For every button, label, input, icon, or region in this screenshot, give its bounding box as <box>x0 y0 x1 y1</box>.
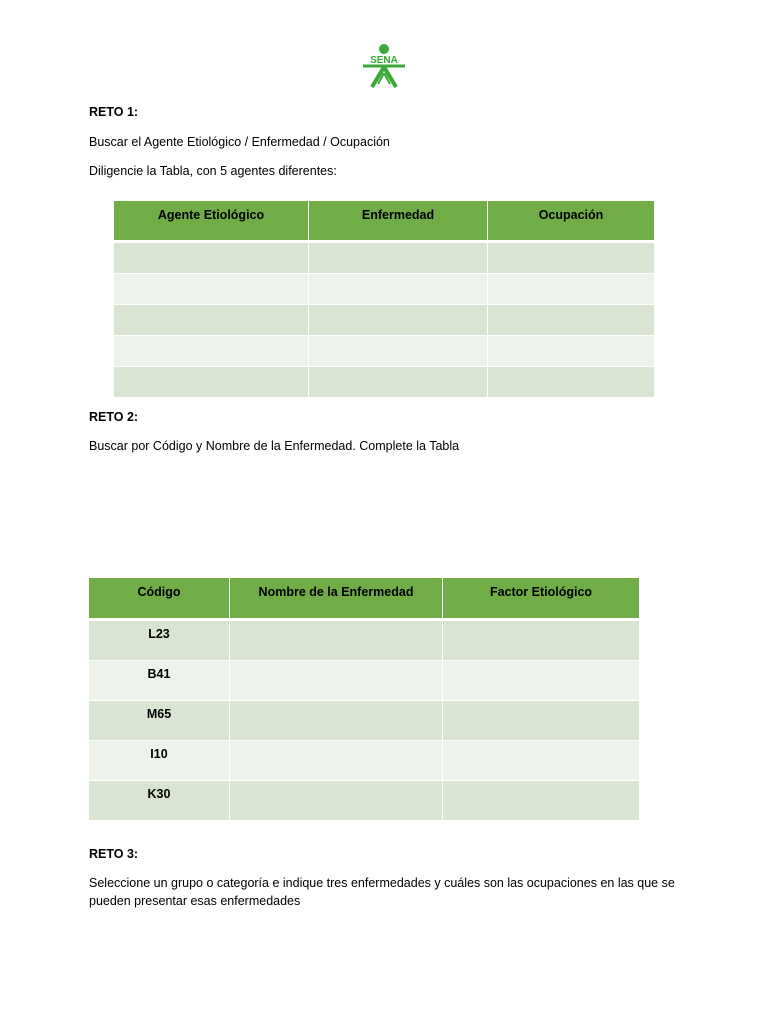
column-header-enfermedad: Enfermedad <box>309 201 488 243</box>
table-cell[interactable] <box>114 367 309 398</box>
code-cell: I10 <box>89 741 230 781</box>
code-cell: B41 <box>89 661 230 701</box>
table-cell[interactable] <box>443 661 639 701</box>
reto2-table-header-row <box>89 578 639 621</box>
reto2-instruction: Buscar por Código y Nombre de la Enfermedad. Complete la Tabla <box>89 439 460 453</box>
reto3-instruction-line2: pueden presentar esas enfermedades <box>89 894 301 908</box>
table-row <box>89 741 639 781</box>
table-row <box>114 305 654 336</box>
table-cell[interactable] <box>230 661 443 701</box>
table-cell[interactable] <box>309 274 488 305</box>
reto3-title: RETO 3: <box>89 847 139 861</box>
column-header-agente: Agente Etiológico <box>114 201 309 243</box>
reto1-instruction: Buscar el Agente Etiológico / Enfermedad / Ocupación <box>89 135 390 149</box>
table-cell[interactable] <box>230 701 443 741</box>
table-cell[interactable] <box>309 305 488 336</box>
table-cell[interactable] <box>488 336 654 367</box>
code-cell: M65 <box>89 701 230 741</box>
table-row <box>114 367 654 398</box>
table-row <box>89 781 639 821</box>
table-row <box>89 701 639 741</box>
table-row <box>89 661 639 701</box>
table-row <box>114 336 654 367</box>
reto1-title: RETO 1: <box>89 105 139 119</box>
sena-logo-text: SENA <box>370 55 398 66</box>
code-cell: L23 <box>89 621 230 661</box>
table-row <box>114 274 654 305</box>
reto2-title: RETO 2: <box>89 410 139 424</box>
table-cell[interactable] <box>488 305 654 336</box>
code-cell: K30 <box>89 781 230 821</box>
reto2-table <box>89 578 639 821</box>
table-cell[interactable] <box>443 621 639 661</box>
table-cell[interactable] <box>443 741 639 781</box>
reto1-subinstruction: Diligencie la Tabla, con 5 agentes diferentes: <box>89 164 337 178</box>
reto1-table-header-row <box>114 201 654 243</box>
column-header-ocupacion: Ocupación <box>488 201 654 243</box>
table-row <box>114 243 654 274</box>
column-header-factor-etiologico: Factor Etiológico <box>443 578 639 621</box>
column-header-codigo: Código <box>89 578 230 621</box>
table-row <box>89 621 639 661</box>
table-cell[interactable] <box>114 305 309 336</box>
table-cell[interactable] <box>114 336 309 367</box>
table-cell[interactable] <box>488 274 654 305</box>
table-cell[interactable] <box>114 243 309 274</box>
table-cell[interactable] <box>443 781 639 821</box>
table-cell[interactable] <box>230 621 443 661</box>
column-header-nombre-enfermedad: Nombre de la Enfermedad <box>230 578 443 621</box>
table-cell[interactable] <box>114 274 309 305</box>
sena-logo <box>361 43 407 89</box>
table-cell[interactable] <box>230 741 443 781</box>
table-cell[interactable] <box>443 701 639 741</box>
reto3-instruction-line1: Seleccione un grupo o categoría e indique tres enfermedades y cuáles son las ocupaciones en las que se <box>89 876 675 890</box>
table-cell[interactable] <box>488 367 654 398</box>
table-cell[interactable] <box>309 367 488 398</box>
table-cell[interactable] <box>309 336 488 367</box>
table-cell[interactable] <box>309 243 488 274</box>
reto1-table <box>114 201 654 398</box>
table-cell[interactable] <box>488 243 654 274</box>
table-cell[interactable] <box>230 781 443 821</box>
